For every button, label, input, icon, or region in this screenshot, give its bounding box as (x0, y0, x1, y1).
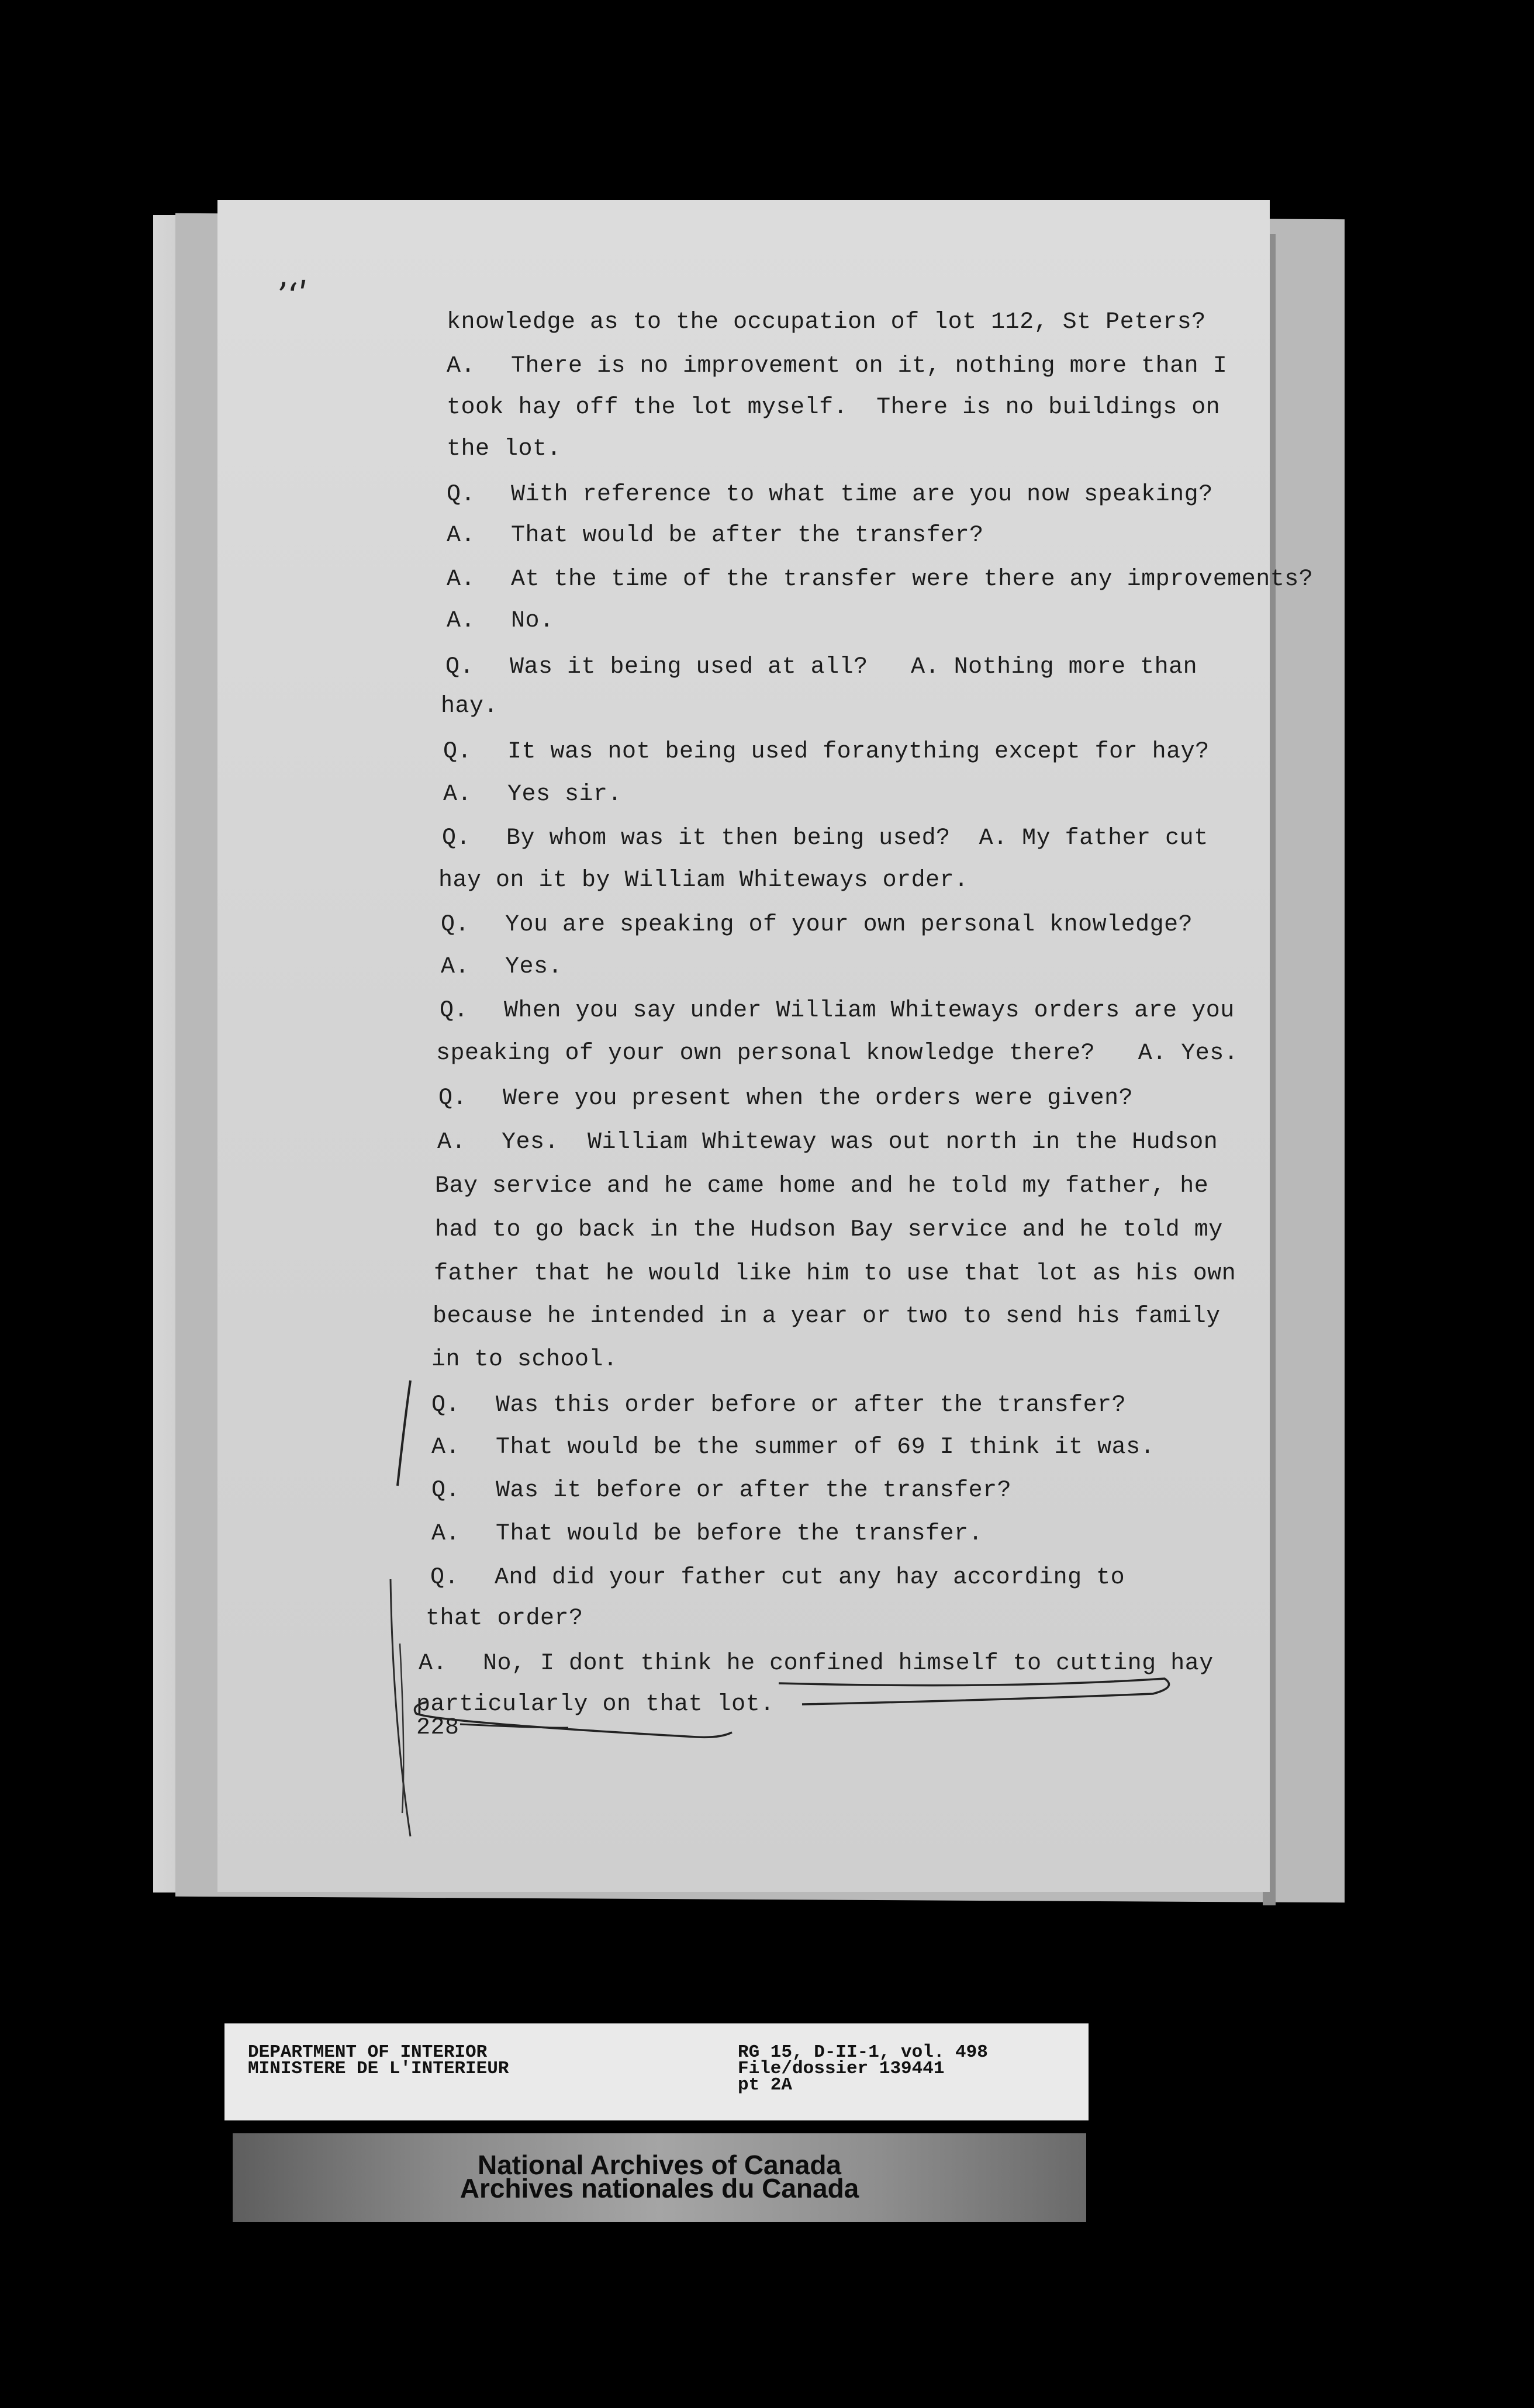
line-text: the lot. (447, 436, 562, 462)
line-text: That would be after the transfer? (511, 523, 984, 549)
line-text: That would be before the transfer. (496, 1521, 983, 1547)
line-text: hay. (441, 693, 499, 719)
line-text: had to go back in the Hudson Bay service and he told my (435, 1217, 1223, 1243)
speaker-label: A. (419, 1651, 448, 1677)
line-text: It was not being used foranything except for hay? (507, 739, 1210, 765)
line-text: Was it being used at all? A. Nothing more than (510, 654, 1198, 680)
line-text: By whom was it then being used? A. My father cut (506, 825, 1208, 852)
line-text: took hay off the lot myself. There is no buildings on (447, 395, 1221, 421)
pencil-annotations (217, 200, 1270, 1892)
speaker-label: A. (431, 1434, 461, 1461)
line-text: that order? (426, 1606, 583, 1632)
speaker-label: A. (447, 353, 476, 379)
underline-stroke (779, 1679, 1169, 1704)
speaker-label: A. (447, 608, 476, 634)
line-text: Were you present when the orders were given? (503, 1085, 1134, 1112)
department-fr: MINISTERE DE L'INTERIEUR (248, 2058, 509, 2079)
speaker-label: Q. (445, 654, 475, 680)
line-text: Bay service and he came home and he told my father, he (435, 1173, 1209, 1199)
archives-name-fr: Archives nationales du Canada (459, 2173, 859, 2203)
speaker-label: Q. (440, 998, 469, 1024)
line-text: And did your father cut any hay according to (495, 1565, 1125, 1591)
underline-stroke (415, 1702, 733, 1737)
archives-name-en: National Archives of Canada (477, 2150, 841, 2180)
speaker-label: A. (431, 1521, 461, 1547)
archives-watermark (233, 2133, 1086, 2222)
file-number: File/dossier 139441 (738, 2058, 945, 2079)
line-text: particularly on that lot. (416, 1691, 775, 1718)
line-text: You are speaking of your own personal knowledge? (505, 912, 1193, 938)
record-group: RG 15, D-II-1, vol. 498 (738, 2042, 988, 2063)
speaker-label: Q. (431, 1478, 461, 1504)
speaker-label: Q. (441, 912, 470, 938)
line-text: No. (511, 608, 554, 634)
line-text: When you say under William Whiteways orders are you (504, 998, 1235, 1024)
speaker-label: A. (443, 781, 472, 808)
speaker-label: A. (437, 1129, 467, 1155)
page-number: 228 (416, 1715, 459, 1741)
line-text: in to school. (431, 1347, 618, 1373)
line-text: With reference to what time are you now speaking? (511, 482, 1213, 508)
speaker-label: Q. (443, 739, 472, 765)
document-page (217, 200, 1314, 1892)
speaker-label: Q. (431, 1392, 461, 1418)
line-text: At the time of the transfer were there any improvements? (511, 566, 1314, 593)
line-text: Yes. William Whiteway was out north in the Hudson (502, 1129, 1218, 1155)
line-text: Yes. (505, 954, 563, 980)
part-number: pt 2A (738, 2075, 793, 2095)
reference-label (224, 2023, 1089, 2120)
speaker-label: Q. (438, 1085, 468, 1112)
corner-mark: ʼ‘ʹ (276, 276, 308, 317)
margin-bracket-line (398, 1381, 410, 1486)
margin-pencil-line (400, 1644, 403, 1813)
line-text: Yes sir. (507, 781, 623, 808)
speaker-label: Q. (430, 1565, 459, 1591)
line-text: hay on it by William Whiteways order. (438, 867, 969, 894)
line-text: Was this order before or after the transfer? (496, 1392, 1127, 1418)
line-text: No, I dont think he confined himself to cutting hay (483, 1651, 1214, 1677)
department-en: DEPARTMENT OF INTERIOR (248, 2042, 488, 2063)
speaker-label: Q. (442, 825, 471, 852)
line-text: Was it before or after the transfer? (496, 1478, 1012, 1504)
speaker-label: A. (441, 954, 470, 980)
speaker-label: A. (447, 523, 476, 549)
speaker-label: A. (447, 566, 476, 593)
line-text: father that he would like him to use that lot as his own (434, 1261, 1236, 1287)
line-text: That would be the summer of 69 I think it was. (496, 1434, 1155, 1461)
line-text: speaking of your own personal knowledge there? A. Yes. (436, 1040, 1239, 1067)
line-text: There is no improvement on it, nothing more than I (511, 353, 1228, 379)
line-text: because he intended in a year or two to send his family (433, 1303, 1221, 1330)
line-text: knowledge as to the occupation of lot 112, St Peters? (447, 309, 1206, 335)
speaker-label: Q. (447, 482, 476, 508)
margin-pencil-line (391, 1579, 410, 1836)
